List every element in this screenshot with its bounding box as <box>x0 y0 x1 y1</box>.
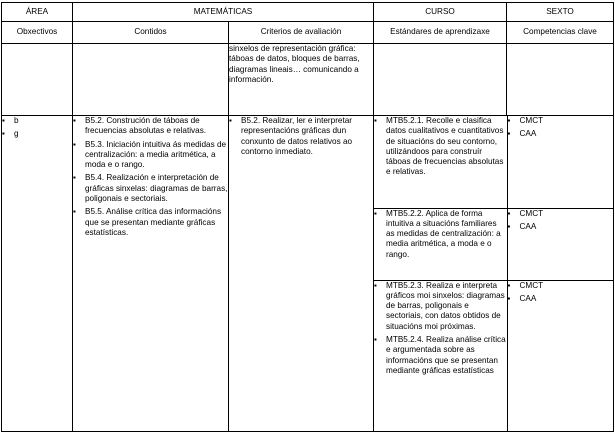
continuation-contidos <box>73 44 229 116</box>
standards-list <box>374 209 507 260</box>
competencias-group-2 <box>507 208 614 280</box>
standard-group-row <box>374 116 614 208</box>
column-header-row <box>2 22 614 44</box>
standards-group-2 <box>374 208 507 280</box>
criterios-list <box>229 116 373 157</box>
standards-list <box>374 281 507 377</box>
standard-item: ▪ MTB5.2.4. Realiza análise crítica e argumentada sobre as informacións que se presentan mediante gráficas estatísticas <box>374 335 507 376</box>
competencias-group-1 <box>507 116 614 208</box>
curriculum-table <box>1 2 614 432</box>
contido-item: ▪ B5.4. Realización e interpretación de gráficas sinxelas: diagramas de barras, poligonais e sectoriais. <box>73 173 228 204</box>
standard-group-row <box>374 208 614 280</box>
standard-item: ▪ MTB5.2.2. Aplica de forma intuitiva a situacións familiares as medidas de centralización: a media aritmética, a moda e o rango. <box>374 209 507 260</box>
competencias-list <box>508 209 615 233</box>
competencia-item: ▪ CAA <box>508 129 615 139</box>
standard-group-row <box>374 280 614 431</box>
competencia-item: ▪ CMCT <box>508 281 615 291</box>
standards-group-1 <box>374 116 507 208</box>
obxectivo-item: ▪ b <box>2 116 72 126</box>
contido-item: ▪ B5.3. Iniciación intuitiva ás medidas de centralización: a media aritmética, a moda e o rango. <box>73 140 228 171</box>
criterios-cell <box>229 116 374 432</box>
col-contidos: Contidos <box>73 22 229 44</box>
continuation-competencias <box>507 44 614 116</box>
continuation-obxectivos <box>2 44 73 116</box>
standard-item: ▪ MTB5.2.1. Recolle e clasifica datos cualitativos e cuantitativos de situacións do seu contorno, utilizándoos para construír táboas de frecuencias absolutas e relativas. <box>374 116 507 178</box>
criterio-item: ▪ B5.2. Realizar, ler e interpretar representacións gráficas dun conxunto de datos relativos ao contorno inmediato. <box>229 116 373 157</box>
obxectivo-item: ▪ g <box>2 129 72 139</box>
grade-title: SEXTO <box>507 3 614 22</box>
standards-group-3 <box>374 280 507 431</box>
curso-label: CURSO <box>374 3 507 22</box>
col-obxectivos: Obxectivos <box>2 22 73 44</box>
contido-item: ▪ B5.2. Construción de táboas de frecuencias absolutas e relativas. <box>73 116 228 137</box>
standards-competencias-cell <box>374 116 614 432</box>
competencias-list <box>508 281 615 305</box>
competencia-item: ▪ CMCT <box>508 209 615 219</box>
title-row <box>2 3 614 22</box>
continuation-estandares <box>374 44 507 116</box>
block-row <box>2 116 614 432</box>
contido-item: ▪ B5.5. Análise crítica das informacións que se presentan mediante gráficas estatísticas. <box>73 207 228 238</box>
continuation-criterios <box>229 44 374 116</box>
obxectivos-cell <box>2 116 73 432</box>
competencia-item: ▪ CAA <box>508 294 615 304</box>
standards-subtable <box>374 116 614 431</box>
contidos-list <box>73 116 228 238</box>
continuation-row <box>2 44 614 116</box>
area-label: ÁREA <box>2 3 73 22</box>
contidos-cell <box>73 116 229 432</box>
competencias-group-3 <box>507 280 614 431</box>
col-competencias: Competencias clave <box>507 22 614 44</box>
competencia-item: ▪ CMCT <box>508 116 615 126</box>
subject-title: MATEMÁTICAS <box>73 3 374 22</box>
continuation-criterios-text: sinxelos de representación gráfica: táboas de datos, bloques de barras, diagramas lineais… comunicando a información. <box>229 44 360 84</box>
standard-item: ▪ MTB5.2.3. Realiza e interpreta gráficos moi sinxelos: diagramas de barras, poligonais e sectoriais, con datos obtidos de situacións moi próximas. <box>374 281 507 332</box>
competencia-item: ▪ CAA <box>508 222 615 232</box>
col-criterios: Criterios de avaliación <box>229 22 374 44</box>
obxectivos-list <box>2 116 72 140</box>
standards-list <box>374 116 507 178</box>
competencias-list <box>508 116 615 140</box>
col-estandares: Estándares de aprendizaxe <box>374 22 507 44</box>
